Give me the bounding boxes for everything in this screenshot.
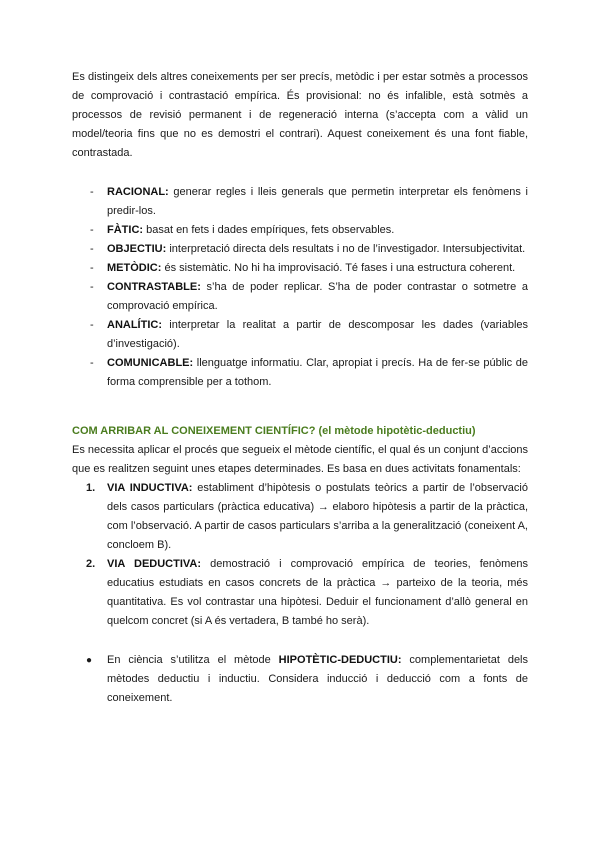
list-item [72, 479, 528, 555]
conclusion-list [72, 651, 528, 708]
methods-list [72, 479, 528, 631]
list-item [72, 221, 528, 240]
section-intro: Es necessita aplicar el procés que segueix el mètode científic, el qual és un conjunt d’accions que es realitzen seguint unes etapes determinades. Es basa en dues activitats fonamentals: [72, 444, 528, 475]
dash-marker: - [90, 357, 94, 369]
list-item [72, 259, 528, 278]
list-item [72, 354, 528, 392]
dash-marker: - [90, 186, 94, 198]
item-term: VIA INDUCTIVA: [107, 482, 193, 494]
item-term: CONTRASTABLE: [107, 281, 201, 293]
document-page [72, 68, 528, 708]
dash-marker: - [90, 319, 94, 331]
item-term: VIA DEDUCTIVA: [107, 558, 202, 570]
list-item [72, 316, 528, 354]
dash-marker: - [90, 224, 94, 236]
item-term: COMUNICABLE: [107, 357, 194, 369]
list-item [72, 278, 528, 316]
characteristics-list [72, 183, 528, 392]
item-term: ANALÍTIC: [107, 319, 162, 331]
dash-marker: - [90, 243, 94, 255]
intro-paragraph: Es distingeix dels altres coneixements per ser precís, metòdic i per estar sotmès a processos de comprovació i contrastació empírica. És provisional: no és infalible, està sotmès a processos de revisió permanent i de regeneració interna (s’accepta com a vàlid un model/teoria fins que no es demostri el contrari). Aquest coneixement és una font fiable, contrastada. [72, 71, 528, 159]
list-item [72, 651, 528, 708]
item-number: 2. [86, 558, 96, 570]
conclusion-term: HIPOTÈTIC-DEDUCTIU: [278, 654, 402, 666]
item-term: FÀTIC: [107, 224, 144, 236]
list-item [72, 240, 528, 259]
dash-marker: - [90, 262, 94, 274]
dash-marker: - [90, 281, 94, 293]
item-text: basat en fets i dades empíriques, fets observables. [143, 224, 395, 236]
item-text: interpretació directa dels resultats i no de l’investigador. Intersubjectivitat. [166, 243, 526, 255]
list-item [72, 555, 528, 631]
list-item [72, 183, 528, 221]
item-text: generar regles i lleis generals que permetin interpretar els fenòmens i predir-los. [107, 186, 528, 217]
bullet-marker: ● [86, 655, 93, 666]
conclusion-after: complementarietat dels mètodes deductiu i inductiu. Considera inducció i deducció com a fonts de coneixement. [107, 654, 529, 704]
item-text: demostració i comprovació empírica de teories, fenòmens educatius estudiats en casos concrets de la pràctica → parteixo de la teoria, més quantitativa. Es vol contrastar una hipòtesi. Deduir el funcionament d’allò general en quelcom concret (si A és vertadera, B també ho serà). [107, 558, 529, 627]
item-text: s’ha de poder replicar. S’ha de poder contrastar o sotmetre a comprovació empírica. [107, 281, 528, 312]
item-text: interpretar la realitat a partir de descomposar les dades (variables d’investigació). [107, 319, 528, 350]
item-term: RACIONAL: [107, 186, 169, 198]
conclusion-before: En ciència s’utilitza el mètode [107, 654, 279, 666]
item-text: llenguatge informatiu. Clar, apropiat i precís. Ha de fer-se públic de forma comprensible per a tothom. [107, 357, 528, 388]
item-term: METÒDIC: [107, 262, 162, 274]
item-text: establiment d’hipòtesis o postulats teòrics a partir de l’observació dels casos particulars (pràctica educativa) → elaboro hipòtesis a partir de la pràctica, com l’observació. A partir de casos particulars s’arriba a la generalització (coneixent A, concloem B). [107, 482, 528, 551]
item-text: és sistemàtic. No hi ha improvisació. Té fases i una estructura coherent. [161, 262, 516, 274]
section-heading: COM ARRIBAR AL CONEIXEMENT CIENTÍFIC? (el mètode hipotètic-deductiu) [72, 425, 476, 437]
item-term: OBJECTIU: [107, 243, 167, 255]
item-number: 1. [86, 482, 96, 494]
